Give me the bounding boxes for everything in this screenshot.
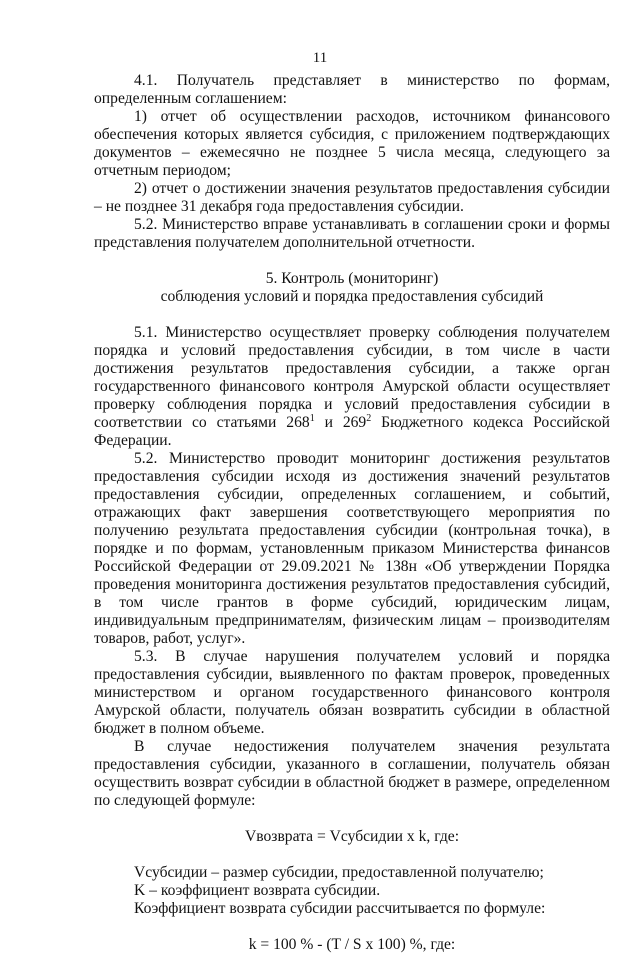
paragraph-4-1: 4.1. Получатель представляет в министерство по формам, определенным соглашением:: [94, 72, 610, 107]
paragraph-5-2-reporting: 5.2. Министерство вправе устанавливать в соглашении сроки и формы представления получателем дополнительной отчетности.: [94, 216, 610, 251]
spacer: [94, 306, 610, 324]
paragraph-4-1-item-1: 1) отчет об осуществлении расходов, источником финансового обеспечения которых является субсидия, с приложением подтверждающих документов – ежемесячно не позднее 5 числа месяца, следующего за отчетным периодом;: [94, 108, 610, 179]
document-body: [94, 72, 610, 954]
formula-coefficient: k = 100 % - (T / S x 100) %, где:: [248, 936, 456, 953]
section-subtitle: соблюдения условий и порядка предоставления субсидий: [160, 288, 544, 305]
formula-return: Vвозврата = Vсубсидии x k, где:: [244, 828, 460, 845]
paragraph-5-2: 5.2. Министерство проводит мониторинг достижения результатов предоставления субсидии исходя из достижения значений результатов предоставления субсидии, определенных соглашением, и событий, отражающих факт завершения соответствующего мероприятия по получению результата предоставления субсидии (контрольная точка), в порядке и по формам, установленным приказом Министерства финансов Российской Федерации от 29.09.2021 № 138н «Об утверждении Порядка проведения мониторинга достижения результатов предоставления субсидий, в том числе грантов в форме субсидий, юридическим лицам, индивидуальным предпринимателям, физическим лицам – производителям товаров, работ, услуг».: [94, 450, 610, 647]
section-title: 5. Контроль (мониторинг): [265, 270, 439, 287]
paragraph-5-3: 5.3. В случае нарушения получателем условий и порядка предоставления субсидии, выявленного по фактам проверок, проведенных министерством и органом государственного финансового контроля Амурской области, получатель обязан возвратить субсидии в областной бюджет в полном объеме.: [94, 648, 610, 737]
superscript-2: 2: [366, 412, 372, 424]
paragraph-5-1-text-3: Бюджетного кодекса Российской Федерации.: [94, 414, 610, 449]
paragraph-coefficient: Коэффициент возврата субсидии рассчитывается по формуле:: [134, 900, 546, 917]
definition-v-subsidy: Vсубсидии – размер субсидии, предоставленной получателю;: [134, 864, 544, 881]
paragraph-5-1-text-2: и 269: [314, 414, 367, 431]
paragraph-5-1-text: 5.1. Министерство осуществляет проверку соблюдения получателем порядка и условий предоставления субсидии, в том числе в части достижения результатов предоставления субсидии, а также орган государственного финансового контроля Амурской области осуществляет проверку соблюдения порядка и условий предоставления субсидии в соответствии со статьями 268: [94, 324, 610, 431]
paragraph-5-3-return: В случае недостижения получателем значения результата предоставления субсидии, указанного в соглашении, получатель обязан осуществить возврат субсидии в областной бюджет в размере, определенном по следующей формуле:: [94, 738, 610, 809]
paragraph-4-1-item-2: 2) отчет о достижении значения результатов предоставления субсидии – не позднее 31 декабря года предоставления субсидии.: [94, 180, 610, 215]
spacer: [94, 918, 610, 936]
spacer: [94, 810, 610, 828]
paragraph-5-1: [94, 324, 610, 450]
spacer: [94, 846, 610, 864]
superscript-1: 1: [309, 412, 315, 424]
spacer: [94, 252, 610, 270]
definition-k: K – коэффициент возврата субсидии.: [134, 882, 381, 899]
page-number: 11: [312, 50, 328, 66]
